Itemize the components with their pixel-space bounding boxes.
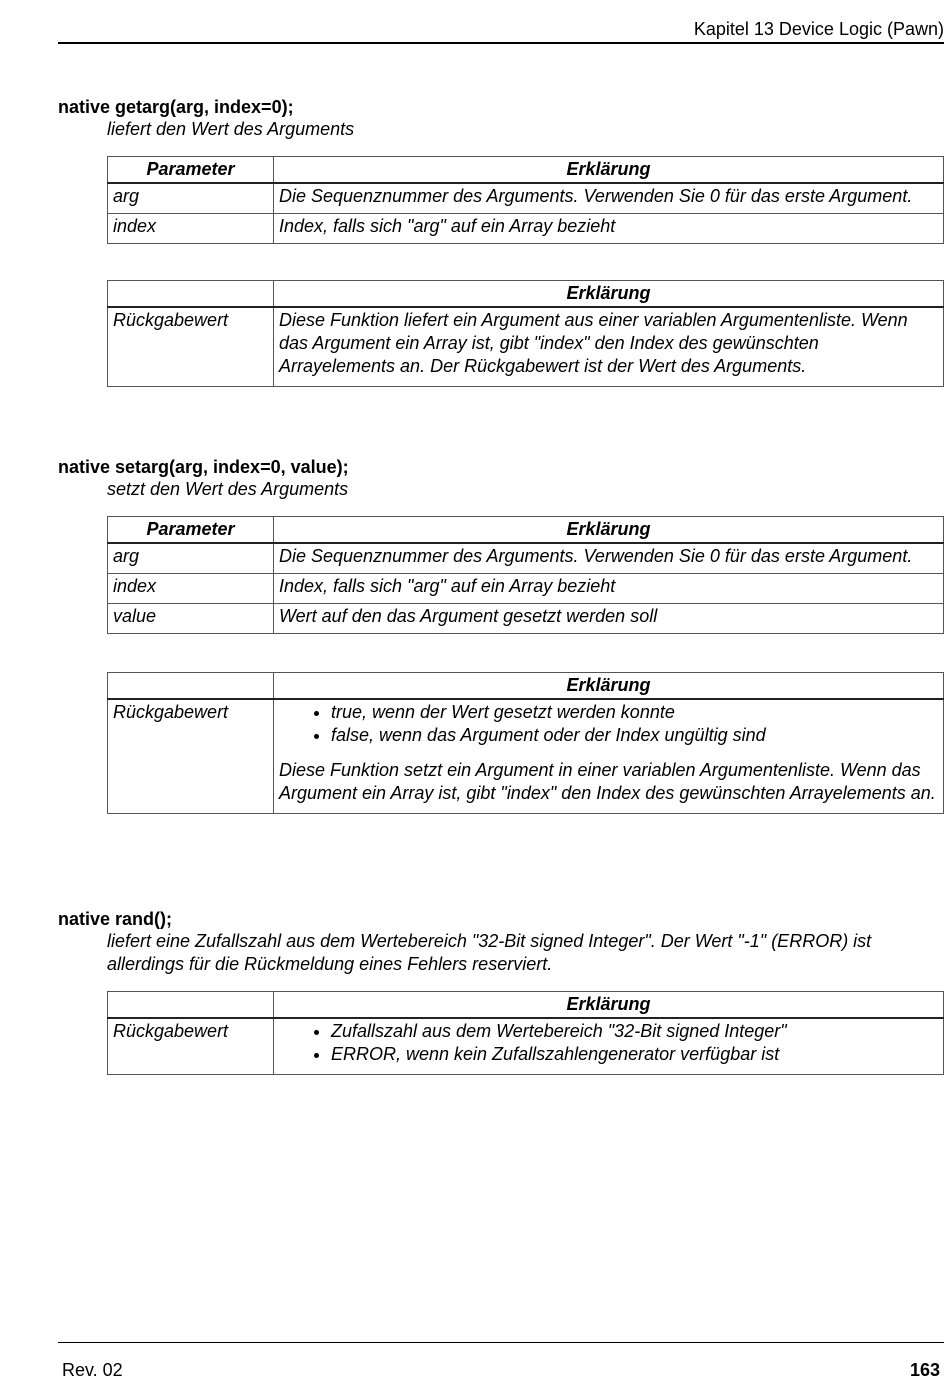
param-name: index — [108, 574, 274, 604]
function-description: setzt den Wert des Arguments — [107, 479, 349, 499]
table-row — [108, 543, 944, 574]
function-getarg — [58, 96, 907, 141]
table-header-row — [108, 157, 944, 184]
param-name: arg — [108, 183, 274, 214]
function-description: liefert eine Zufallszahl aus dem Wertebereich "32-Bit signed Integer". Der Wert "-1" (ERROR) ist allerdings für die Rückmeldung eines Fehlers reserviert. — [107, 931, 872, 974]
getarg-return-table — [107, 280, 944, 387]
setarg-parameter-table — [107, 516, 944, 634]
table-header-row — [108, 673, 944, 700]
table-header-row — [108, 992, 944, 1019]
revision-label: Rev. 02 — [62, 1360, 123, 1380]
return-desc — [274, 1018, 944, 1075]
param-desc: Index, falls sich "arg" auf ein Array bezieht — [274, 214, 944, 244]
list-item: • ERROR, wenn kein Zufallszahlengenerator verfügbar ist — [331, 1043, 938, 1066]
function-setarg — [58, 456, 907, 501]
rand-return-table — [107, 991, 944, 1075]
column-header-empty — [108, 281, 274, 308]
page-footer — [58, 1342, 944, 1379]
setarg-return-table — [107, 672, 944, 814]
table-row — [108, 307, 944, 387]
table-row — [108, 1018, 944, 1075]
column-header-parameter: Parameter — [108, 157, 274, 184]
page-header — [58, 18, 944, 44]
return-label: Rückgabewert — [108, 699, 274, 814]
return-text: Diese Funktion setzt ein Argument in einer variablen Argumentenliste. Wenn das Argument ein Array ist, gibt "index" den Index des gewünschten Arrayelements an. — [279, 760, 936, 803]
param-desc: Wert auf den das Argument gesetzt werden soll — [274, 604, 944, 634]
return-bullet-list — [279, 701, 938, 747]
table-row — [108, 604, 944, 634]
return-desc: Diese Funktion liefert ein Argument aus einer variablen Argumentenliste. Wenn das Argument ein Array ist, gibt "index" den Index des gewünschten Arrayelements an. Der Rückgabewert ist der Wert des Arguments. — [274, 307, 944, 387]
function-signature: native getarg(arg, index=0); — [58, 97, 294, 117]
function-description: liefert den Wert des Arguments — [107, 119, 355, 139]
page-number: 163 — [909, 1360, 940, 1380]
getarg-parameter-table — [107, 156, 944, 244]
column-header-explanation: Erklärung — [274, 517, 944, 544]
column-header-empty — [108, 673, 274, 700]
function-signature: native setarg(arg, index=0, value); — [58, 457, 349, 477]
param-name: index — [108, 214, 274, 244]
param-name: value — [108, 604, 274, 634]
column-header-explanation: Erklärung — [274, 281, 944, 308]
return-label: Rückgabewert — [108, 1018, 274, 1075]
column-header-parameter: Parameter — [108, 517, 274, 544]
param-name: arg — [108, 543, 274, 574]
table-header-row — [108, 281, 944, 308]
column-header-explanation: Erklärung — [274, 157, 944, 184]
table-row — [108, 183, 944, 214]
chapter-title: Kapitel 13 Device Logic (Pawn) — [693, 19, 944, 39]
table-row — [108, 699, 944, 814]
return-desc — [274, 699, 944, 814]
function-signature: native rand(); — [58, 909, 173, 929]
param-desc: Index, falls sich "arg" auf ein Array bezieht — [274, 574, 944, 604]
function-rand — [58, 908, 907, 976]
column-header-empty — [108, 992, 274, 1019]
return-bullet-list — [279, 1020, 938, 1066]
param-desc: Die Sequenznummer des Arguments. Verwenden Sie 0 für das erste Argument. — [274, 183, 944, 214]
table-header-row — [108, 517, 944, 544]
list-item: • true, wenn der Wert gesetzt werden konnte — [331, 701, 938, 724]
param-desc: Die Sequenznummer des Arguments. Verwenden Sie 0 für das erste Argument. — [274, 543, 944, 574]
list-item: • Zufallszahl aus dem Wertebereich "32-Bit signed Integer" — [331, 1020, 938, 1043]
return-label: Rückgabewert — [108, 307, 274, 387]
column-header-explanation: Erklärung — [274, 673, 944, 700]
list-item: • false, wenn das Argument oder der Index ungültig sind — [331, 724, 938, 747]
column-header-explanation: Erklärung — [274, 992, 944, 1019]
table-row — [108, 214, 944, 244]
table-row — [108, 574, 944, 604]
